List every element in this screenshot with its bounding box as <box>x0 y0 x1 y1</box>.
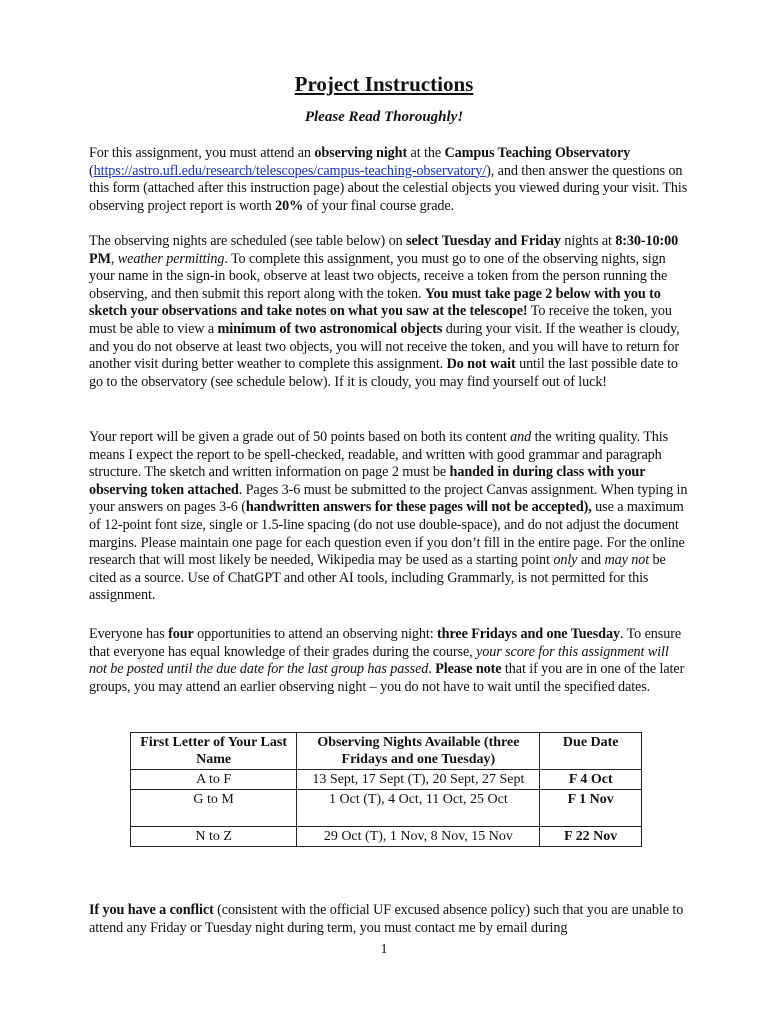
cell-due-date: F 22 Nov <box>540 827 642 847</box>
paragraph-grading <box>89 429 689 605</box>
text: opportunities to attend an observing night: <box>193 626 438 642</box>
text: (consistent with the official UF excused absence policy) such that you are unable to attend any Friday or Tuesday night during term, you must contact me by email during <box>89 902 684 936</box>
cell-letters: N to Z <box>131 827 297 847</box>
text: use a maximum of 12-point font size, single or 1.5-line spacing (do not use double-space), and do not adjust the document margins. Please maintain one page for each question even if you don’t fill in the entire page. For the online research that will most likely be needed, Wikipedia may be used as a starting point <box>89 499 685 569</box>
bold-text: Campus Teaching Observatory <box>444 145 631 161</box>
text: . <box>428 661 436 678</box>
text: be cited as a source. Use of ChatGPT and other AI tools, including Grammarly, is not permitted for this assignment. <box>89 552 666 604</box>
text: Your report will be given a grade out of 50 points based on both its content <box>89 429 511 445</box>
text: ( <box>89 162 94 179</box>
cell-nights: 1 Oct (T), 4 Oct, 11 Oct, 25 Oct <box>297 790 540 827</box>
table-header-row <box>131 733 642 770</box>
cell-due-date: F 4 Oct <box>540 770 642 790</box>
text: nights at <box>560 233 616 249</box>
cell-due-date: F 1 Nov <box>540 790 642 827</box>
bold-text: If you have a conflict <box>89 902 214 918</box>
text: during your visit. If the weather is cloudy, and you do not observe at least two objects, you will not receive the token, and you will have to return for another visit during better weather to complete this assignment. <box>89 320 680 373</box>
bold-text: observing night <box>314 145 408 161</box>
bold-text: minimum of two astronomical objects <box>217 320 443 337</box>
text: ), and then answer the questions on this form (attached after this instruction page) about the celestial objects you viewed during your visit. This observing project report is worth <box>89 162 688 214</box>
text: . To ensure that everyone has equal knowledge of their grades during the course, <box>89 626 682 660</box>
bold-text: four <box>168 626 194 642</box>
italic-text: your score for this assignment will not be posted until the due date for the last group has passed <box>89 643 669 678</box>
cell-letters: A to F <box>131 770 297 790</box>
text: , <box>110 250 118 267</box>
bold-text: 8:30-10:00 PM <box>89 233 679 267</box>
bold-text: 20% <box>275 197 304 214</box>
schedule-table <box>130 732 642 847</box>
bold-text: handed in during class with your observing token attached <box>89 464 646 498</box>
observatory-link[interactable]: https://astro.ufl.edu/research/telescopes/campus-teaching-observatory/ <box>93 162 487 179</box>
page-number: 1 <box>380 942 388 957</box>
italic-text: may not <box>604 552 650 569</box>
paragraph-schedule <box>89 233 689 391</box>
paragraph-conflict <box>89 902 689 937</box>
bold-text: Do not wait <box>446 356 516 373</box>
bold-text: Please note <box>435 661 502 678</box>
text: . Pages 3-6 must be submitted to the project Canvas assignment. When typing in your answers on pages 3-6 ( <box>89 481 688 516</box>
paragraph-opportunities <box>89 626 689 696</box>
page-title: Project Instructions <box>294 72 474 96</box>
text: and <box>577 552 605 569</box>
table-row <box>131 790 642 827</box>
bold-text: handwritten answers for these pages will not be accepted), <box>245 499 592 516</box>
italic-text: only <box>553 552 578 569</box>
text: until the last possible date to go to the observatory (see schedule below). If it is cloudy, you may find yourself out of luck! <box>89 356 678 390</box>
cell-letters: G to M <box>131 790 297 827</box>
cell-nights: 13 Sept, 17 Sept (T), 20 Sept, 27 Sept <box>297 770 540 790</box>
bold-text: You must take page 2 below with you to sketch your observations and take notes on what you saw at the telescope! <box>89 285 661 320</box>
text: that if you are in one of the later groups, you may attend an earlier observing night – you do not have to wait until the specified dates. <box>89 661 685 695</box>
table-row <box>131 770 642 790</box>
text: To receive the token, you must be able to view a <box>89 303 672 337</box>
text: the writing quality. This means I expect the report to be spell-checked, readable, and written with good grammar and paragraph structure. The sketch and written information on page 2 must be <box>89 429 669 481</box>
paragraph-intro <box>89 145 689 215</box>
text: For this assignment, you must attend an <box>89 145 315 161</box>
page-subtitle: Please Read Thoroughly! <box>304 109 464 125</box>
bold-text: three Fridays and one Tuesday <box>437 626 620 642</box>
cell-nights: 29 Oct (T), 1 Nov, 8 Nov, 15 Nov <box>297 827 540 847</box>
text: . To complete this assignment, you must go to one of the observing nights, sign your name in the sign-in book, observe at least two objects, receive a token from the person running the observing, and then submit this report along with the token. <box>89 250 668 302</box>
table-row <box>131 827 642 847</box>
italic-text: weather permitting <box>117 250 225 267</box>
italic-text: and <box>510 429 532 445</box>
header-due-date: Due Date <box>540 733 642 770</box>
header-last-name: First Letter of Your Last Name <box>131 733 297 770</box>
text: Everyone has <box>89 626 169 642</box>
text: The observing nights are scheduled (see table below) on <box>89 233 407 249</box>
text: of your final course grade. <box>303 197 455 214</box>
bold-text: select Tuesday and Friday <box>406 233 561 249</box>
header-observing-nights: Observing Nights Available (three Fridays and one Tuesday) <box>297 733 540 770</box>
text: at the <box>407 145 445 161</box>
